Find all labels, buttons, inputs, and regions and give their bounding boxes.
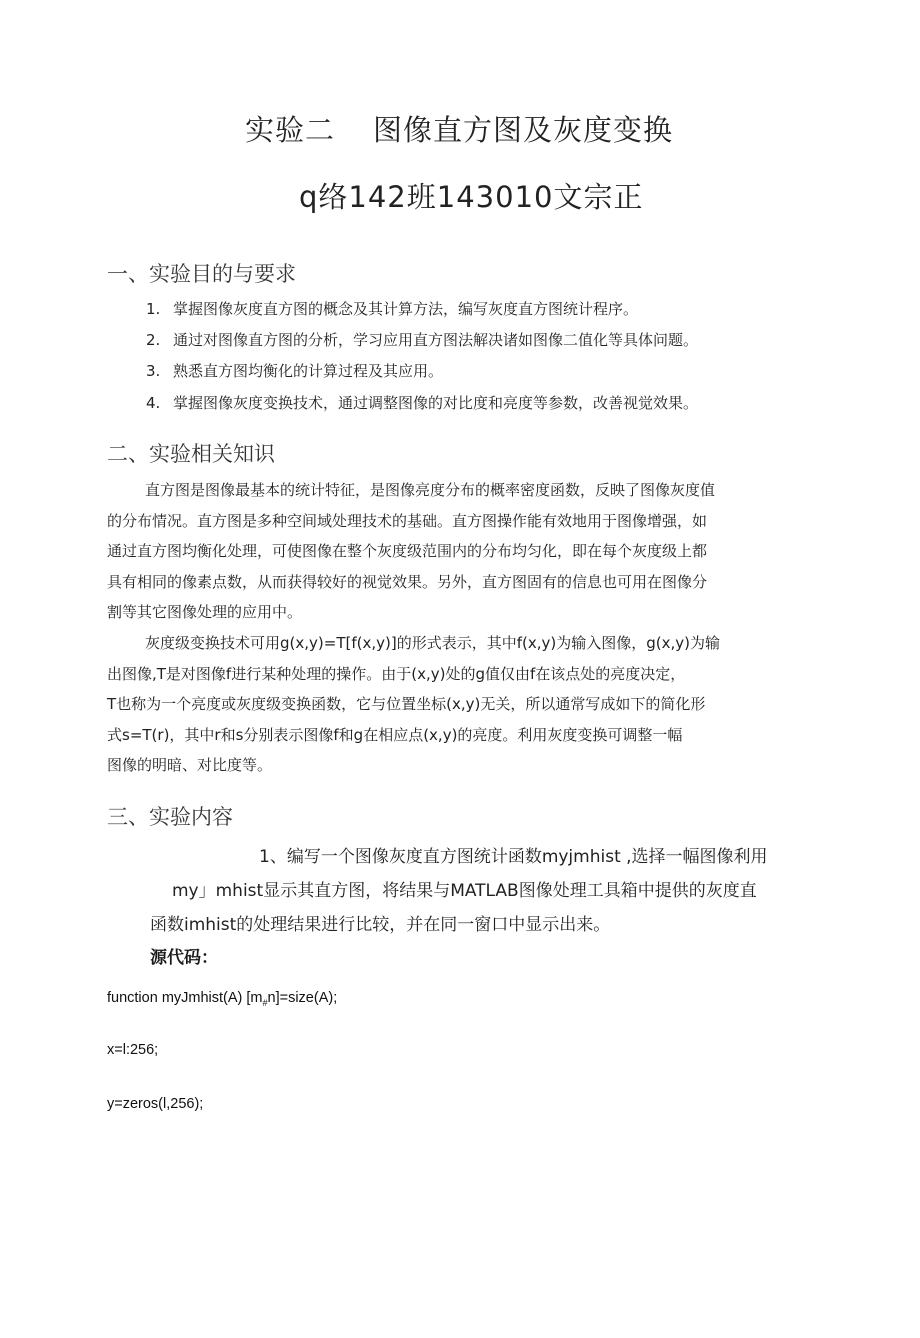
source-code-label: 源代码： — [150, 948, 218, 968]
task-line: 1、编写一个图像灰度直方图统计函数myjmhist ,选择一幅图像利用 — [259, 847, 768, 867]
histogram-paragraph: 直方图是图像最基本的统计特征，是图像亮度分布的概率密度函数，反映了图像灰度值 的分布情况。直方图是多种空间域处理技术的基础。直方图操作能有效地用于图像增强，如 通过直方图均衡化处理，可使图像在整个灰度级范围内的分布均匀化，即在每个灰度级上都 具有相同的像素点数，从而获得较好的视觉效果。另外，直方图固有的信息也可用在图像分 割等其它图像处理的应用中。 — [107, 481, 716, 622]
section-1-heading: 一、实验目的与要求 — [107, 262, 296, 286]
objective-item: 3. 熟悉直方图均衡化的计算过程及其应用。 — [146, 362, 444, 380]
code-line: function myJmhist(A) $[m_{\#}n]=size(A)$; — [107, 990, 338, 1008]
gray-transform-paragraph: 灰度级变换技术可用g(x,y)=T[f(x,y)]的形式表示，其中f(x,y)为输入图像，g(x,y)为输 出图像,T是对图像f进行某种处理的操作。由于(x,y)处的g值仅由f在该点处的亮度决定， T也称为一个亮度或灰度级变换函数，它与位置坐标(x,y)无关，所以通常写成如下的简化形 式s=T(r)，其中r和s分别表示图像f和g在相应点(x,y)的亮度。利用灰度变换可调整一幅 图像的明暗、对比度等。 — [107, 634, 720, 775]
title-experiment-name: 图像直方图及灰度变换 — [373, 113, 674, 147]
title-experiment-number: 实验二 — [245, 113, 336, 147]
code-line: x=l:256; — [107, 1042, 159, 1058]
title-line-1 — [245, 108, 673, 149]
task-line: 函数imhist的处理结果进行比较，并在同一窗口中显示出来。 — [150, 915, 611, 935]
objective-item: 2. 通过对图像直方图的分析，学习应用直方图法解决诸如图像二值化等具体问题。 — [146, 331, 699, 349]
section-2-heading: 二、实验相关知识 — [107, 442, 275, 466]
title-author-line: q络142班143010文宗正 — [299, 180, 644, 214]
section-3-heading: 三、实验内容 — [107, 805, 233, 829]
task-line: my」mhist显示其直方图，将结果与MATLAB图像处理工具箱中提供的灰度直 — [172, 881, 757, 901]
objective-item: 4. 掌握图像灰度变换技术，通过调整图像的对比度和亮度等参数，改善视觉效果。 — [146, 394, 699, 412]
code-line: y=zeros(l,256); — [107, 1096, 204, 1112]
objective-item: 1. 掌握图像灰度直方图的概念及其计算方法，编写灰度直方图统计程序。 — [146, 300, 639, 318]
